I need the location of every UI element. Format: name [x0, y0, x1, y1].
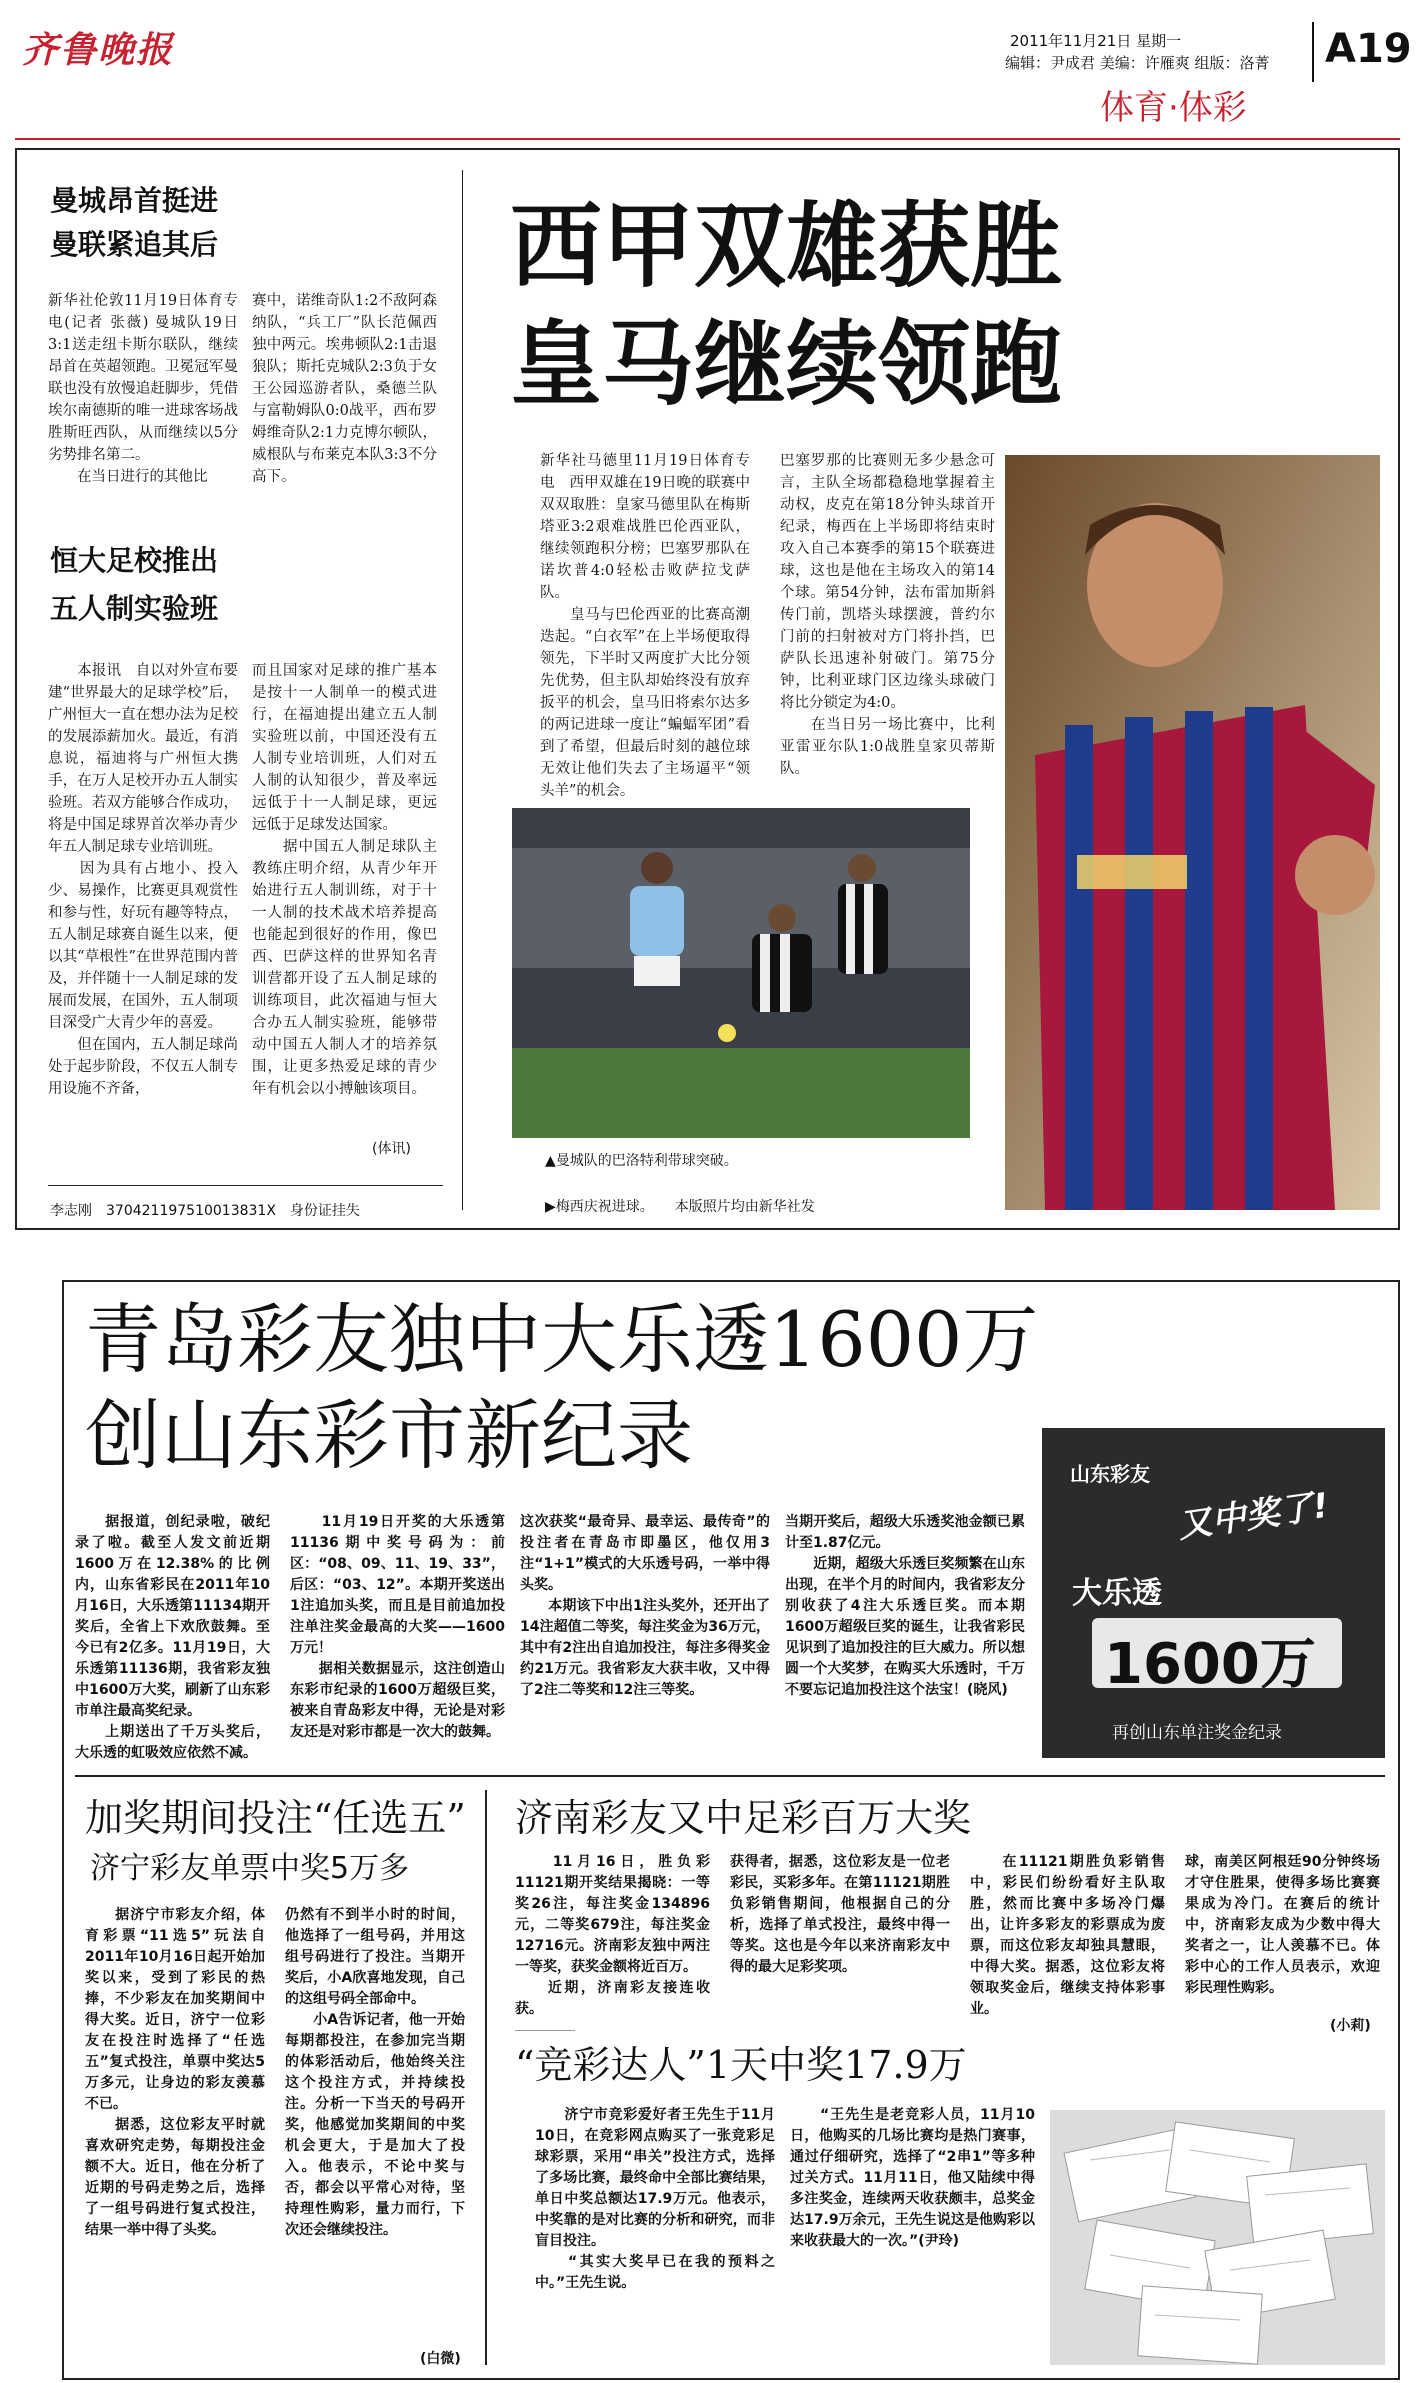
- messi-photo: [1005, 455, 1380, 1210]
- article2-headline-line2: 五人制实验班: [50, 592, 219, 625]
- main-story-col1: 新华社马德里11月19日体育专电 西甲双雄在19日晚的联赛中双双取胜：皇家马德里队在梅斯塔亚3:2艰难战胜巴伦西亚队，继续领跑积分榜；巴塞罗那队在诺坎普4:0轻松击败萨拉戈萨队。 皇马与巴伦西亚的比赛高潮迭起。“白衣军”在上半场便取得领先，下半时又两度扩大比分领先优势，但主队却始终没有放弃扳平的机会，皇马旧将索尔达多的两记进球一度让“蝙蝠军团”看到了希望，但最后时刻的越位球无效让他们失去了主场逼平“领头羊”的机会。: [540, 453, 750, 799]
- section-title: 体育·体彩: [1100, 88, 1247, 128]
- footer-divider: [48, 1185, 443, 1186]
- jinan-col2: 获得者，据悉，这位彩友是一位老彩民，买彩多年。在第11121期胜负彩销售期间，他根据自己的分析，选择了单式投注，最终中得一等奖。这也是今年以来济南彩友中得的最大足彩奖项。: [730, 1854, 950, 1975]
- column-divider: [462, 170, 463, 1210]
- promo-amount: 1600万: [1104, 1632, 1316, 1697]
- article1-col1: 新华社伦敦11月19日体育专电(记者 张薇) 曼城队19日3:1送走纽卡斯尔联队，继续昂首在英超领跑。卫冕冠军曼联也没有放慢追赶脚步，凭借埃尔南德斯的唯一进球客场战胜斯旺西队，从而继续以5分劣势排名第二。 在当日进行的其他比: [48, 293, 238, 485]
- lost-id-notice: 李志刚 370421197510013831X 身份证挂失: [50, 1203, 360, 1219]
- lottery-promo-graphic: [1042, 1428, 1385, 1758]
- jingcai-col1: 济宁市竞彩爱好者王先生于11月10日，在竞彩网点购买了一张竞彩足球彩票，采用“串关”投注方式，选择了多场比赛，最终命中全部比赛结果，单日中奖总额达17.9万元。他表示，中奖靠的是对比赛的分析和研究，而非盲目投注。 “其实大奖早已在我的预料之中。”王先生说。: [535, 2107, 775, 2291]
- lottery-col4: 当期开奖后，超级大乐透奖池金额已累计至1.87亿元。 近期，超级大乐透巨奖频繁在山东出现，在半个月的时间内，我省彩友分别收获了4注大乐透巨奖。而本期1600万超级巨奖的诞生，让我省彩民见识到了追加投注的巨大威力。所以想圆一个大奖梦，在购买大乐透时，千万不要忘记追加投注这个法宝！(晓风): [785, 1514, 1025, 1698]
- promo-brand: 山东彩友: [1070, 1462, 1150, 1486]
- issue-date: 2011年11月21日 星期一: [1010, 32, 1182, 50]
- lottery-col2: 11月19日开奖的大乐透第11136期中奖号码为：前区：“08、09、11、19、33”，后区：“03、12”。本期开奖送出1注追加头奖，而且是目前追加投注单注奖金最高的大奖——1600万元！ 据相关数据显示，这注创造山东彩市纪录的1600万超级巨奖，被来自青岛彩友中得，无论是对彩友还是对彩市都是一次大的鼓舞。: [290, 1514, 505, 1740]
- article1-headline-line1: 曼城昂首挺进: [50, 184, 219, 217]
- article2-col2: 而且国家对足球的推广基本是按十一人制单一的模式进行，在福迪提出建立五人制实验班以前，中国还没有五人制专业培训班，人们对五人制的认知很少，普及率远远低于十一人制足球，更远远低于足球发达国家。 据中国五人制足球队主教练庄明介绍，从青少年开始进行五人制训练，对于十一人制的技术战术培养提高也能起到很好的作用，像巴西、巴萨这样的世界知名青训营都开设了五人制足球的训练项目，此次福迪与恒大合办五人制实验班，能够带动中国五人制人才的培养氛围，让更多热爱足球的青少年有机会以小搏触该项目。: [252, 663, 437, 1097]
- jinan-headline: 济南彩友又中足彩百万大奖: [515, 1796, 972, 1840]
- jinan-signature: (小莉): [1330, 2018, 1371, 2034]
- promo-game: 大乐透: [1072, 1576, 1162, 1611]
- article2-col1: 本报讯 自以对外宣布要建“世界最大的足球学校”后，广州恒大一直在想办法为足校的发展添薪加火。最近，有消息说，福迪将与广州恒大携手，在万人足校开办五人制实验班。若双方能够合作成功，将是中国足球界首次举办青少年五人制足球专业培训班。 因为具有占地小、投入少、易操作，比赛更具观赏性和参与性，好玩有趣等特点，五人制足球赛自诞生以来，便以其“草根性”在世界范围内普及，并伴随十一人制足球的发展而发展，在国外，五人制项目深受广大青少年的喜爱。 但在国内，五人制足球尚处于起步阶段，不仅五人制专用设施不齐备，: [48, 663, 238, 1097]
- lottery-col3: 这次获奖“最奇异、最幸运、最传奇”的投注者在青岛市即墨区，他仅用3注“1+1”模式的大乐透号码，一举中得头奖。 本期该下中出1注头奖外，还开出了14注超值二等奖，每注奖金为36万元，其中有2注出自追加投注，每注多得奖金约21万元。我省彩友大获丰收，又中得了2注二等奖和12注三等奖。: [520, 1514, 770, 1698]
- main-story-col2: 巴塞罗那的比赛则无多少悬念可言，主队全场都稳稳地掌握着主动权，皮克在第18分钟头球首开纪录，梅西在上半场即将结束时攻入自己本赛季的第15个联赛进球，这也是他在主场攻入的第14个球。第54分钟，法布雷加斯斜传门前，凯塔头球摆渡，普约尔门前的扫射被对方门将扑挡，巴萨队长迅速补射破门。第75分钟，比利亚球门区边缘头球破门将比分锁定为4:0。 在当日另一场比赛中，比利亚雷亚尔队1:0战胜皇家贝蒂斯队。: [780, 453, 995, 777]
- lottery-col1: 据报道，创纪录啦，破纪录了啦。截至人发文前近期1600万在12.38%的比例内，山东省彩民在2011年10月16日，大乐透第11134期开奖后，全省上下欢欣鼓舞。至今已有2亿多。11月19日，大乐透第11136期，我省彩友独中1600万大奖，刷新了山东彩市单注最高奖纪录。 上期送出了千万头奖后，大乐透的虹吸效应依然不减。: [75, 1514, 270, 1761]
- renxuan-subheadline: 济宁彩友单票中奖5万多: [90, 1851, 410, 1886]
- jingcai-headline: “竞彩达人”1天中奖17.9万: [515, 2043, 967, 2087]
- article1-headline-line2: 曼联紧追其后: [50, 228, 219, 261]
- article2-signature: (体讯): [372, 1141, 411, 1157]
- header-divider: [1312, 22, 1314, 82]
- main-headline-line2: 皇马继续领跑: [510, 311, 1063, 418]
- renxuan-signature: (白微): [420, 2351, 461, 2367]
- city-photo-caption: ▲曼城队的巴洛特利带球突破。: [545, 1153, 738, 1169]
- jingcai-rule-left: [515, 2030, 575, 2031]
- jinan-col3: 在11121期胜负彩销售中，彩民们纷纷看好主队取胜，然而比赛中多场冷门爆出，让许多彩友的彩票成为废票，而这位彩友却独具慧眼，中得大奖。据悉，这位彩友将领取奖金后，继续支持体彩事业。: [970, 1854, 1165, 2017]
- page-number: A19: [1325, 26, 1412, 72]
- messi-photo-caption: ▶梅西庆祝进球。 本版照片均由新华社发: [545, 1199, 815, 1215]
- renxuan-headline: 加奖期间投注“任选五”: [85, 1796, 466, 1840]
- lottery-headline-line1: 青岛彩友独中大乐透1600万: [85, 1295, 1039, 1384]
- lottery-headline-line2: 创山东彩市新纪录: [85, 1391, 693, 1480]
- article1-col2: 赛中，诺维奇队1:2不敌阿森纳队，“兵工厂”队长范佩西独中两元。埃弗顿队2:1击退狼队；斯托克城队2:3负于女王公园巡游者队，桑德兰队与富勒姆队0:0战平，西布罗姆维奇队2:1力克博尔顿队，威根队与布莱克本队3:3不分高下。: [252, 293, 437, 485]
- main-headline-line1: 西甲双雄获胜: [510, 193, 1063, 300]
- jinan-col1: 11月16日，胜负彩11121期开奖结果揭晓：一等奖26注，每注奖金134896元，二等奖679注，每注奖金12716元。济南彩友独中两注一等奖，获奖金额将近百万。 近期，济南彩友接连收获。: [515, 1854, 710, 2017]
- jinan-col4: 球，南美区阿根廷90分钟终场才守住胜果，使得多场比赛赛果成为冷门。在赛后的统计中，济南彩友成为少数中得大奖者之一，让人羡慕不已。体彩中心的工作人员表示，欢迎彩民理性购彩。: [1185, 1854, 1380, 1996]
- newspaper-logo: 齐鲁晚报: [22, 29, 175, 71]
- bottom-column-divider: [485, 1790, 487, 2365]
- renxuan-col2: 仍然有不到半小时的时间，他选择了一组号码，并用这组号码进行了投注。当期开奖后，小A欣喜地发现，自己的这组号码全部命中。 小A告诉记者，他一开始每期都投注，在参加完当期的体彩活动后，他始终关注这个投注方式，并持续投注。分析一下当天的号码开奖，他感觉加奖期间的中奖机会更大，于是加大了投入。他表示，不论中奖与否，都会以平常心对待，坚持理性购彩，量力而行，下次还会继续投注。: [285, 1907, 465, 2238]
- lottery-separator: [75, 1775, 1385, 1777]
- editors-line: 编辑：尹成君 美编：许雁爽 组版：洛菁: [1005, 54, 1270, 72]
- renxuan-col1: 据济宁市彩友介绍，体育彩票“11选5”玩法自2011年10月16日起开始加奖以来，受到了彩民的热捧，不少彩友在加奖期间中得大奖。近日，济宁一位彩友在投注时选择了“任选五”复式投注，单票中奖达5万多元，让身边的彩友羡慕不已。 据悉，这位彩友平时就喜欢研究走势，每期投注金额不大。近日，他在分析了近期的号码走势之后，选择了一组号码进行复式投注，结果一举中得了头奖。: [85, 1907, 265, 2238]
- header-rule: [15, 138, 1400, 140]
- man-city-photo: [512, 808, 970, 1138]
- promo-burst: 又中奖了!: [1175, 1485, 1332, 1547]
- promo-tagline: 再创山东单注奖金纪录: [1112, 1723, 1282, 1743]
- lottery-tickets-photo: [1050, 2110, 1385, 2365]
- jingcai-col2: “王先生是老竞彩人员，11月10日，他购买的几场比赛均是热门赛事，通过仔细研究，选择了“2串1”等多种过关方式。11月11日，他又陆续中得多注奖金，连续两天收获颇丰，总奖金达17.9万余元，王先生说这是他购彩以来收获最大的一次。”(尹玲): [790, 2107, 1035, 2249]
- article2-headline-line1: 恒大足校推出: [50, 544, 219, 577]
